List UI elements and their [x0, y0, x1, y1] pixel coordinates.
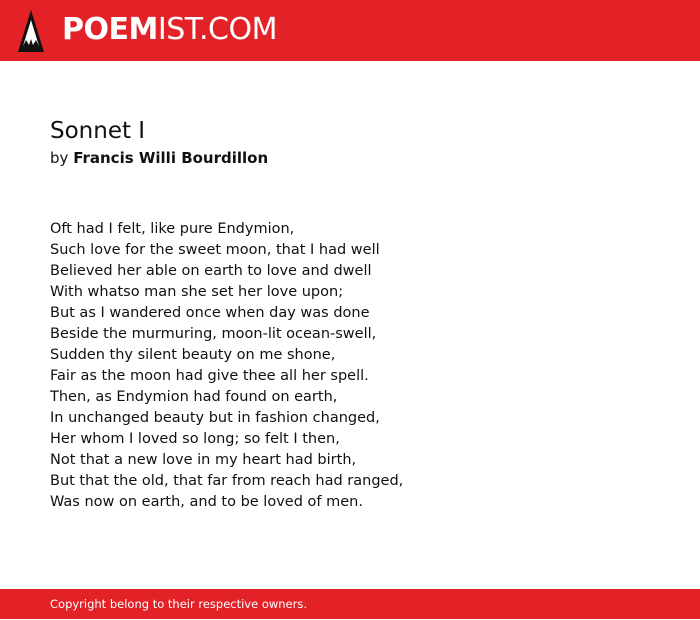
brand-bold: POEM	[62, 12, 158, 47]
pencil-icon[interactable]	[18, 10, 44, 52]
poem-line: Not that a new love in my heart had birth,	[50, 452, 357, 468]
site-header	[0, 0, 700, 61]
poem-line: Fair as the moon had give thee all her spell.	[50, 368, 369, 384]
poem-line: Beside the murmuring, moon-lit ocean-swell,	[50, 326, 377, 342]
site-footer	[0, 589, 700, 619]
poem-line: Her whom I loved so long; so felt I then,	[50, 431, 340, 447]
poem-line: But that the old, that far from reach had ranged,	[50, 473, 404, 489]
poem-line: Sudden thy silent beauty on me shone,	[50, 347, 336, 363]
poem-body	[50, 219, 610, 513]
brand-light: IST.COM	[157, 12, 277, 47]
poem-line: Believed her able on earth to love and dwell	[50, 263, 372, 279]
copyright-notice: Copyright belong to their respective owners.	[50, 597, 308, 611]
poem-line: Was now on earth, and to be loved of men.	[50, 494, 363, 510]
poem-line: Such love for the sweet moon, that I had well	[50, 242, 380, 258]
by-label: by	[50, 149, 69, 167]
poem-line: In unchanged beauty but in fashion changed,	[50, 410, 380, 426]
poem-line: With whatso man she set her love upon;	[50, 284, 344, 300]
site-logo-text[interactable]	[62, 12, 277, 48]
poem-heading	[50, 115, 650, 169]
poem-title: Sonnet I	[50, 118, 146, 144]
poem-line: But as I wandered once when day was done	[50, 305, 370, 321]
poem-line: Then, as Endymion had found on earth,	[50, 389, 338, 405]
poem-byline	[50, 147, 650, 169]
poem-line: Oft had I felt, like pure Endymion,	[50, 221, 295, 237]
poem-author: Francis Willi Bourdillon	[73, 149, 269, 167]
